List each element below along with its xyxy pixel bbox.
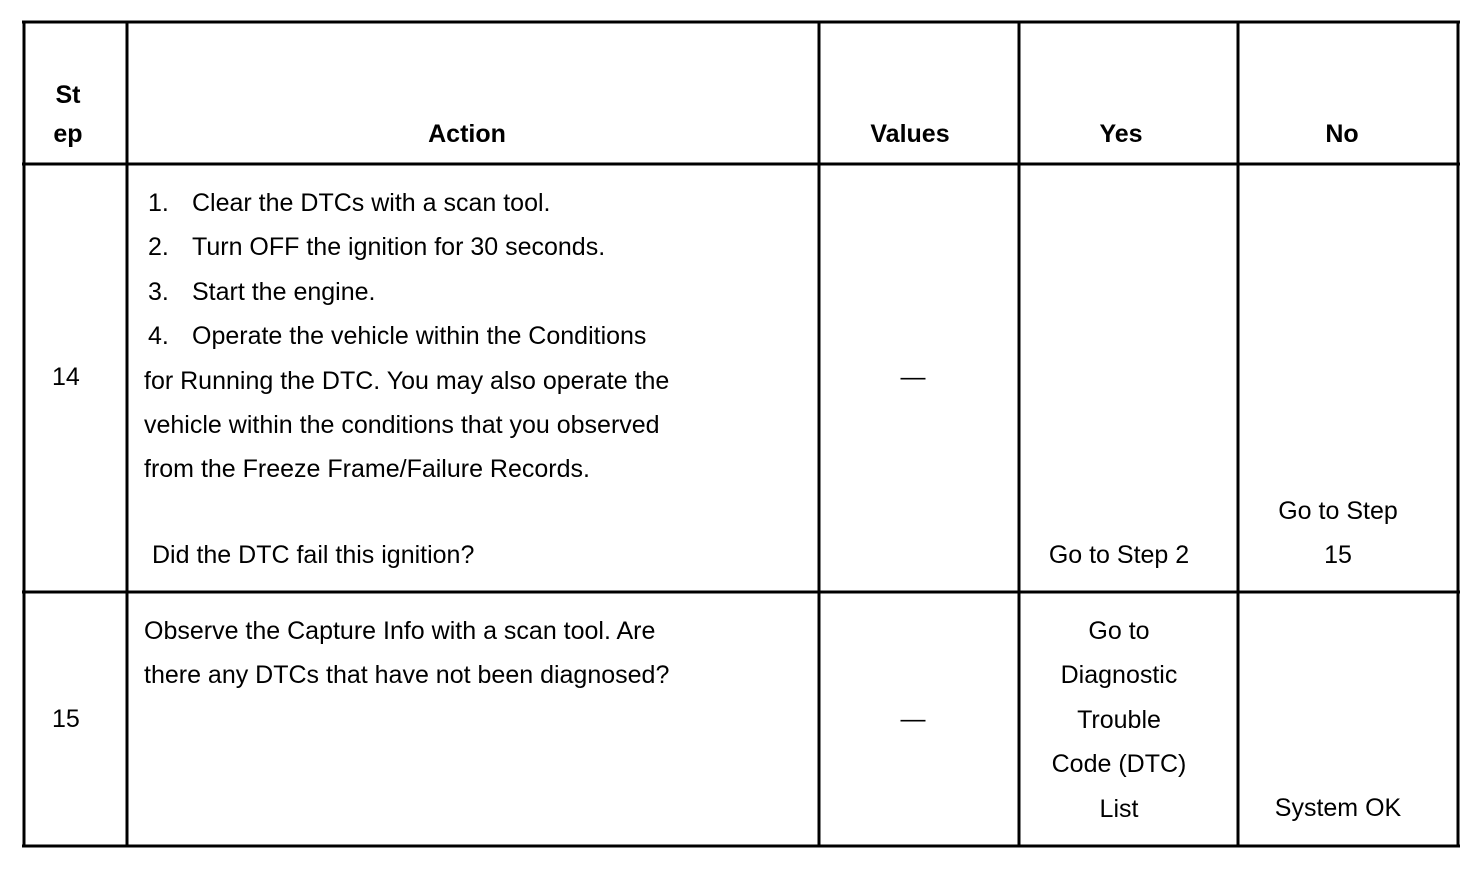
row15-action-line: Observe the Capture Info with a scan tool. Are: [144, 617, 656, 645]
row14-yes: Go to Step 2: [1048, 541, 1190, 569]
action-item-text: Operate the vehicle within the Conditions: [192, 322, 647, 351]
row14-values: —: [900, 363, 926, 391]
row15-yes-line: Code (DTC): [1051, 750, 1187, 779]
row14-action: [144, 181, 669, 492]
action-item-number: 1.: [148, 189, 169, 217]
header-step-line2: ep: [53, 120, 83, 149]
row15-yes-line: Trouble: [1077, 705, 1161, 734]
row15-values: —: [900, 705, 926, 733]
row15-action: [144, 609, 669, 698]
action-item: [144, 314, 669, 358]
row14-no: [1238, 489, 1438, 578]
row14-step: 14: [52, 363, 80, 391]
header-step: [24, 73, 112, 157]
action-continuation-line: for Running the DTC. You may also operate the: [144, 366, 670, 395]
action-continuation-line: from the Freeze Frame/Failure Records.: [144, 455, 590, 484]
row14-no-line: Go to Step: [1278, 497, 1398, 525]
row15-no: System OK: [1274, 794, 1402, 822]
action-continuation-line: vehicle within the conditions that you observed: [144, 411, 660, 440]
row15-yes-line: Go to: [1088, 617, 1150, 645]
action-item-text: Turn OFF the ignition for 30 seconds.: [192, 233, 606, 262]
row15-yes-line: List: [1099, 794, 1139, 823]
action-item-number: 4.: [148, 322, 169, 351]
header-yes: Yes: [1099, 120, 1143, 148]
action-item-text: Clear the DTCs with a scan tool.: [192, 189, 551, 217]
action-item: [144, 270, 669, 314]
row14-action-list: [144, 181, 669, 359]
action-item-number: 2.: [148, 233, 169, 262]
action-item-text: Start the engine.: [192, 277, 376, 306]
header-values: Values: [870, 120, 950, 148]
header-no: No: [1325, 120, 1359, 148]
action-item: [144, 181, 669, 225]
row15-action-line: there any DTCs that have not been diagnosed?: [144, 661, 670, 690]
row15-yes-line: Diagnostic: [1060, 661, 1178, 690]
action-item-number: 3.: [148, 277, 169, 306]
row14-no-line: 15: [1324, 541, 1352, 570]
row14-question: Did the DTC fail this ignition?: [152, 541, 475, 569]
header-step-line1: St: [55, 81, 81, 109]
header-action: Action: [428, 120, 506, 148]
row15-step: 15: [52, 705, 80, 733]
action-item: [144, 225, 669, 269]
row15-yes: [1019, 609, 1219, 831]
